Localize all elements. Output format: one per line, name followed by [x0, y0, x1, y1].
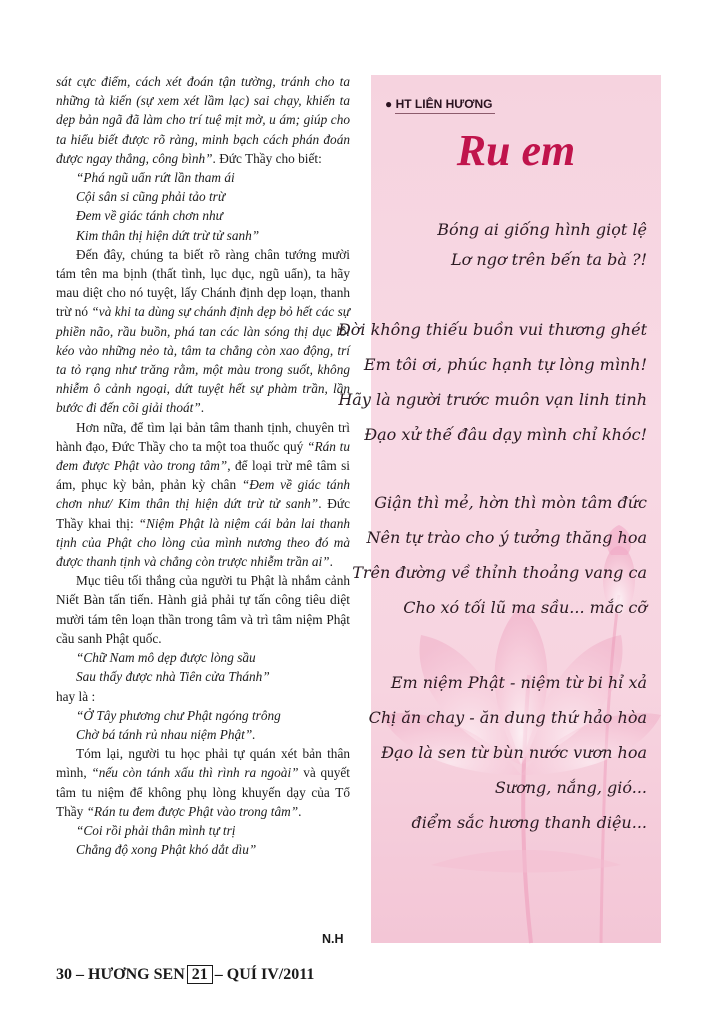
text-run: . [329, 554, 333, 570]
article-paragraph [56, 245, 350, 418]
issue-period: – QUÍ IV/2011 [214, 966, 315, 983]
text-run: , để loại trừ mê tâm si ám, phục kỳ bản, phản kỳ chân [56, 458, 350, 493]
poem-line: Đạo xử thế đâu dạy mình chỉ khóc! [364, 425, 647, 444]
article-paragraph [56, 687, 350, 706]
poem-line: Đời không thiếu buồn vui thương ghét [337, 320, 647, 339]
text-run: Tóm lại, người tu học phải tự quán xét bản thân mình, [56, 746, 350, 781]
verse-line: Chờ bá tánh rủ nhau niệm Phật”. [76, 726, 256, 742]
page-number: 30 [56, 966, 72, 983]
poem-title: Ru em [456, 126, 576, 175]
article-body [56, 72, 350, 859]
poem-line: Em tôi ơi, phúc hạnh tự lòng mình! [363, 355, 647, 374]
poem-line: Cho xó tối lũ ma sầu... mắc cỡ [403, 598, 647, 617]
article-paragraph [56, 571, 350, 648]
verse-line: Chẳng độ xong Phật khó dắt dìu” [76, 842, 257, 858]
text-run: . [200, 400, 205, 416]
text-run: sát cực điểm, cách xét đoán tận tường, tránh cho ta những tà kiến (sự xem xét lầm lạc) sai chạy, khiến ta dẹp bản ngã đã làm cho trí tuệ mịt mờ, u ám; giúp cho ta hiểu biết được rõ ràng, minh bạch cách phán đoán được ngay thẳng, công bình” [56, 74, 350, 166]
poem-line: Chị ăn chay - ăn dung thứ hảo hòa [368, 708, 647, 727]
page-footer [56, 966, 314, 984]
text-run: . Đức Thầy cho biết: [212, 150, 322, 166]
text-run: “Niệm Phật là niệm cái bản lai thanh tịnh của Phật cho lòng của mình nương theo đó mà được thanh tịnh và chẳng còn trược nhiễm trần ai” [56, 515, 350, 570]
poem-line: Đạo là sen từ bùn nước vươn hoa [381, 743, 647, 762]
author-underline [395, 113, 495, 114]
poem-line: Nên tự trào cho ý tưởng thăng hoa [366, 528, 647, 547]
verse-line: Đem về giác tánh chơn như [76, 208, 223, 224]
text-run: Mục tiêu tối thắng của người tu Phật là nhắm cảnh Niết Bàn tấn tiến. Hành giả phải tự tấn công tiêu diệt mười tám tên loạn thần trong tâm và trì tâm niệm Phật cầu sanh Phật quốc. [56, 573, 350, 646]
text-run: . Đức Thầy khai thị: [56, 496, 350, 531]
verse-line: “Coi rồi phải thân mình tự trị [76, 822, 236, 838]
article-paragraph [56, 72, 350, 168]
poem-panel [337, 75, 661, 943]
verse-line: Cội sân si cũng phải tảo trừ [76, 189, 226, 205]
text-run: “nếu còn tánh xấu thì rình ra ngoài” [91, 765, 299, 781]
text-run: “Rán tu đem được Phật vào trong tâm” [86, 803, 299, 819]
poem-line: điểm sắc hương thanh diệu... [411, 813, 647, 832]
poem-line: Sương, nắng, gió... [494, 778, 647, 797]
poem-line: Hãy là người trước muôn vạn linh tinh [338, 390, 647, 409]
text-run: Đến đây, chúng ta biết rõ ràng chân tướng mười tám tên ma bịnh (thất tình, lục dục, ngũ uẩn), ta hãy mau diệt cho nó tuyệt, lấy Chánh định dẹp loạn, thanh trừ nó [56, 246, 350, 320]
text-run: . [298, 803, 302, 819]
poem-line: Bóng ai giống hình giọt lệ [437, 220, 647, 239]
verse-line: “Chữ Nam mô dẹp được lòng sầu [76, 650, 256, 666]
text-run: “và khi ta dùng sự chánh định dẹp bỏ hết các sự phiền não, rầu buồn, phá tan các làn sóng thị dục lôi kéo vào những nẻo tà, tâm ta chẳng còn xao động, trí ta tỏ rạng như trăng rằm, một màu trong suốt, không nhiễm ô cảnh ngoại, dứt tuyệt hết sự phàm trần, lần bước đi đến cõi giải thoát” [56, 304, 350, 416]
poem-line: Em niệm Phật - niệm từ bi hỉ xả [390, 673, 647, 692]
article-paragraph [56, 744, 350, 821]
article-signature: N.H [322, 932, 344, 946]
magazine-name: – HƯƠNG SEN [76, 966, 185, 983]
text-run: “Đem về giác tánh chơn như/ Kim thân thị hiện dứt trừ tử sanh” [56, 477, 351, 512]
verse-line: “Phá ngũ uẩn rứt lần tham ái [76, 170, 235, 186]
verse-line: “Ở Tây phương chư Phật ngóng trông [76, 707, 281, 723]
verse-line: Kim thân thị hiện dứt trừ tử sanh” [76, 227, 260, 243]
text-run: Hơn nữa, để tìm lại bản tâm thanh tịnh, chuyên trì hành đạo, Đức Thầy cho ta một toa thuốc quý [56, 419, 350, 454]
issue-number: 21 [187, 965, 213, 984]
poem-line: Lơ ngơ trên bến ta bà ?! [451, 250, 647, 269]
poem-line: Trên đường về thỉnh thoảng vang ca [352, 563, 647, 582]
text-run: và quyết tâm tu niệm để không phụ lòng khuyến dạy của Tổ Thầy [56, 765, 351, 819]
text-run: “Rán tu đem được Phật vào trong tâm” [56, 438, 350, 474]
article-paragraph [56, 418, 350, 572]
poem-author: ● HT LIÊN HƯƠNG [385, 97, 493, 111]
text-run: hay là : [56, 688, 96, 704]
verse-line: Sau thấy được nhà Tiên cửa Thánh” [76, 669, 270, 685]
poem-line: Giận thì mẻ, hờn thì mòn tâm đức [374, 493, 647, 512]
